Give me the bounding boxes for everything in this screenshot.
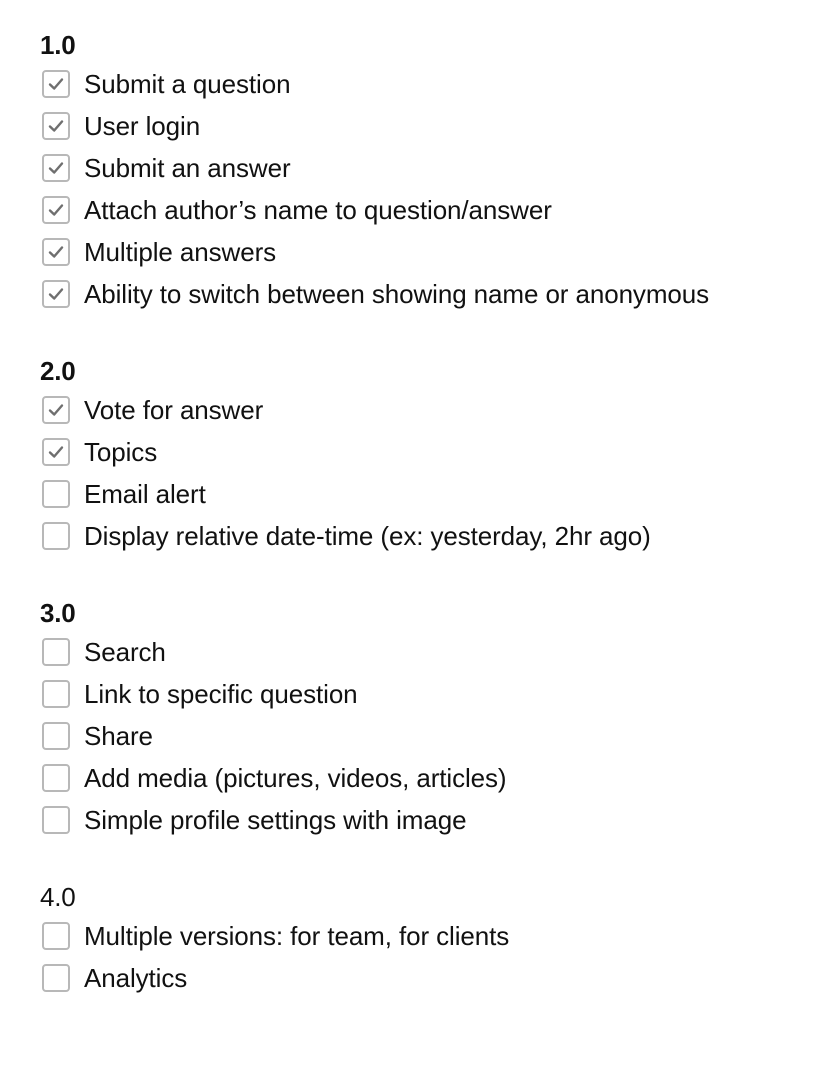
checklist-item-label: User login — [84, 110, 201, 141]
checklist-item-label: Submit an answer — [84, 152, 291, 183]
checklist-items — [40, 631, 820, 841]
checkbox[interactable] — [42, 964, 70, 992]
checklist-item-label: Ability to switch between showing name or anonymous — [84, 278, 710, 309]
checklist-item-label: Multiple answers — [84, 236, 277, 267]
checkmark-icon — [46, 400, 66, 420]
section-heading: 1.0 — [40, 30, 76, 60]
checklist-item[interactable] — [40, 389, 820, 431]
checklist-item[interactable] — [40, 799, 820, 841]
checklist-item-label: Topics — [84, 436, 158, 467]
checklist-item[interactable] — [40, 673, 820, 715]
checklist-item-label: Add media (pictures, videos, articles) — [84, 762, 507, 793]
checklist-item-label: Attach author’s name to question/answer — [84, 194, 552, 225]
checkbox[interactable] — [42, 280, 70, 308]
checklist-item[interactable] — [40, 431, 820, 473]
checklist-items — [40, 63, 820, 315]
checkmark-icon — [46, 158, 66, 178]
checkmark-icon — [46, 74, 66, 94]
checkbox[interactable] — [42, 112, 70, 140]
section-3-0 — [40, 595, 820, 841]
checklist-item[interactable] — [40, 957, 820, 999]
checklist-item-label: Search — [84, 636, 166, 667]
checklist-item[interactable] — [40, 715, 820, 757]
checklist-item-label: Submit a question — [84, 68, 291, 99]
checklist-item-label: Vote for answer — [84, 394, 264, 425]
checklist-item-label: Simple profile settings with image — [84, 804, 467, 835]
checklist-item-label: Link to specific question — [84, 678, 358, 709]
checkbox[interactable] — [42, 238, 70, 266]
checklist-item-label: Analytics — [84, 962, 188, 993]
checklist-item[interactable] — [40, 631, 820, 673]
checkbox[interactable] — [42, 438, 70, 466]
section-heading: 3.0 — [40, 598, 76, 628]
section-2-0 — [40, 353, 820, 557]
checklist-item[interactable] — [40, 515, 820, 557]
checklist — [40, 27, 820, 999]
checklist-item[interactable] — [40, 63, 820, 105]
checklist-item[interactable] — [40, 231, 820, 273]
checkbox[interactable] — [42, 638, 70, 666]
checkbox[interactable] — [42, 196, 70, 224]
checklist-item[interactable] — [40, 757, 820, 799]
checkbox[interactable] — [42, 480, 70, 508]
checklist-item-label: Email alert — [84, 478, 206, 509]
checklist-item-label: Multiple versions: for team, for clients — [84, 920, 510, 951]
section-1-0 — [40, 27, 820, 315]
checkbox[interactable] — [42, 806, 70, 834]
checkmark-icon — [46, 442, 66, 462]
section-4-0 — [40, 879, 820, 999]
checklist-item-label: Share — [84, 720, 153, 751]
checklist-item[interactable] — [40, 915, 820, 957]
checklist-items — [40, 915, 820, 999]
checkbox[interactable] — [42, 680, 70, 708]
section-heading: 4.0 — [40, 882, 76, 912]
checkbox[interactable] — [42, 396, 70, 424]
checklist-item[interactable] — [40, 273, 820, 315]
checkbox[interactable] — [42, 922, 70, 950]
checkmark-icon — [46, 284, 66, 304]
checkmark-icon — [46, 242, 66, 262]
checklist-item-label: Display relative date-time (ex: yesterday, 2hr ago) — [84, 520, 651, 551]
checkbox[interactable] — [42, 522, 70, 550]
checkbox[interactable] — [42, 70, 70, 98]
checklist-items — [40, 389, 820, 557]
checklist-item[interactable] — [40, 105, 820, 147]
checkbox[interactable] — [42, 154, 70, 182]
checklist-item[interactable] — [40, 189, 820, 231]
section-heading: 2.0 — [40, 356, 76, 386]
checkmark-icon — [46, 200, 66, 220]
checklist-item[interactable] — [40, 473, 820, 515]
checkmark-icon — [46, 116, 66, 136]
checkbox[interactable] — [42, 722, 70, 750]
checklist-item[interactable] — [40, 147, 820, 189]
checkbox[interactable] — [42, 764, 70, 792]
